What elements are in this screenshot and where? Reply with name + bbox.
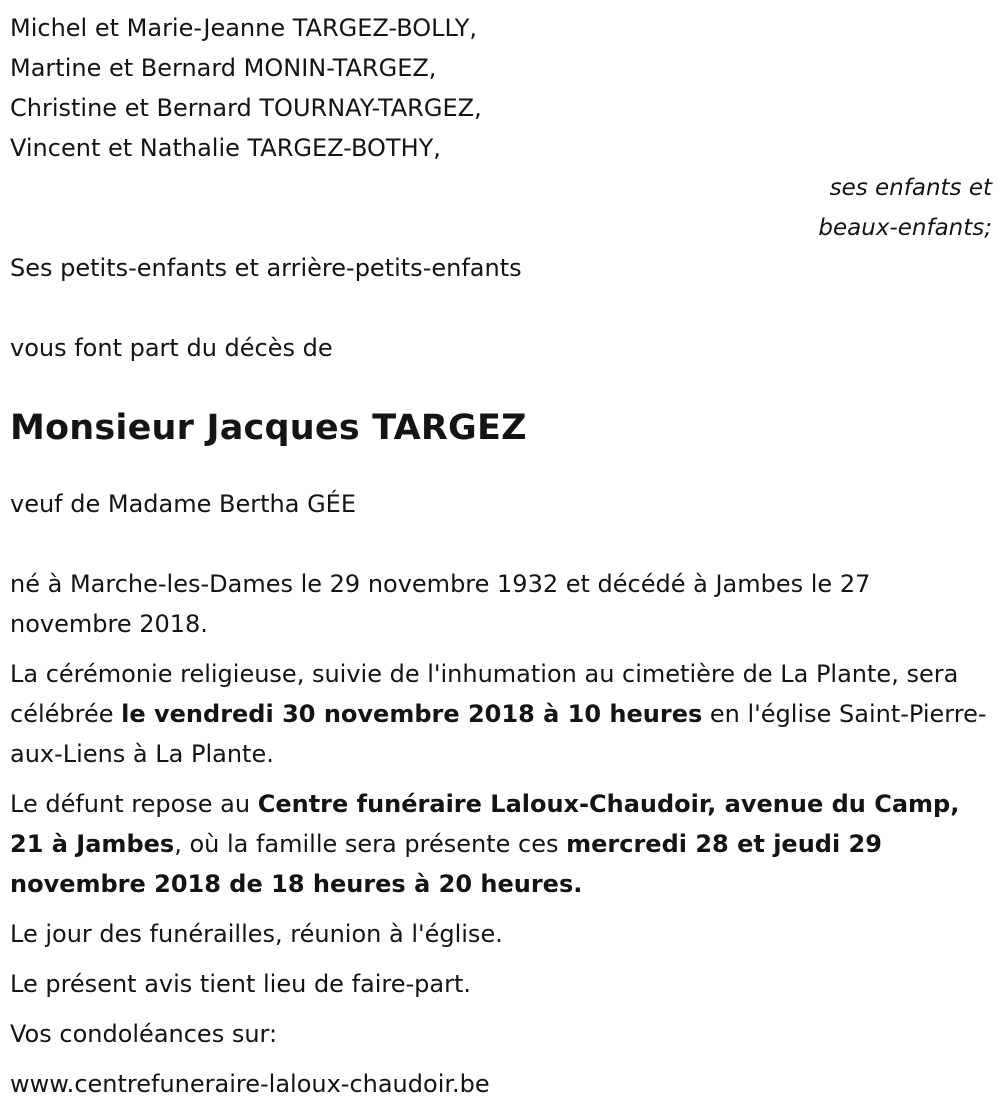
repose-paragraph (10, 784, 992, 904)
deceased-name: Monsieur Jacques TARGEZ (10, 408, 527, 448)
notice-line: Le présent avis tient lieu de faire-part. (10, 970, 472, 998)
ceremony-paragraph (10, 654, 992, 774)
family-line-3: Christine et Bernard TOURNAY-TARGEZ, (10, 94, 482, 122)
widower-line: veuf de Madame Bertha GÉE (10, 490, 356, 518)
ceremony-text-1: La cérémonie religieuse, suivie de l'inhumation au cimetière de La Plante, sera célébrée (10, 660, 959, 728)
website-url: www.centrefuneraire-laloux-chaudoir.be (10, 1070, 490, 1098)
ceremony-text-2: en l'église Saint-Pierre-aux-Liens à La Plante. (10, 700, 987, 768)
birth-death-paragraph: né à Marche-les-Dames le 29 novembre 1932 et décédé à Jambes le 27 novembre 2018. (10, 570, 871, 638)
grandchildren-line: Ses petits-enfants et arrière-petits-enfants (10, 254, 522, 282)
relation-line-1: ses enfants et (829, 175, 992, 201)
funeral-day-line: Le jour des funérailles, réunion à l'église. (10, 920, 503, 948)
intro-line: vous font part du décès de (10, 334, 333, 362)
repose-text-2: , où la famille sera présente ces (174, 830, 567, 858)
repose-location: Centre funéraire Laloux-Chaudoir, avenue du Camp, 21 à Jambes (10, 790, 960, 858)
family-line-4: Vincent et Nathalie TARGEZ-BOTHY, (10, 134, 441, 162)
condolences-label: Vos condoléances sur: (10, 1020, 278, 1048)
family-line-2: Martine et Bernard MONIN-TARGEZ, (10, 54, 437, 82)
repose-text-1: Le défunt repose au (10, 790, 258, 818)
family-line-1: Michel et Marie-Jeanne TARGEZ-BOLLY, (10, 14, 477, 42)
visiting-hours: mercredi 28 et jeudi 29 novembre 2018 de 18 heures à 20 heures. (10, 830, 882, 898)
ceremony-date: le vendredi 30 novembre 2018 à 10 heures (121, 700, 703, 728)
obituary-notice (10, 8, 992, 1104)
relation-line-2: beaux-enfants; (818, 215, 992, 241)
